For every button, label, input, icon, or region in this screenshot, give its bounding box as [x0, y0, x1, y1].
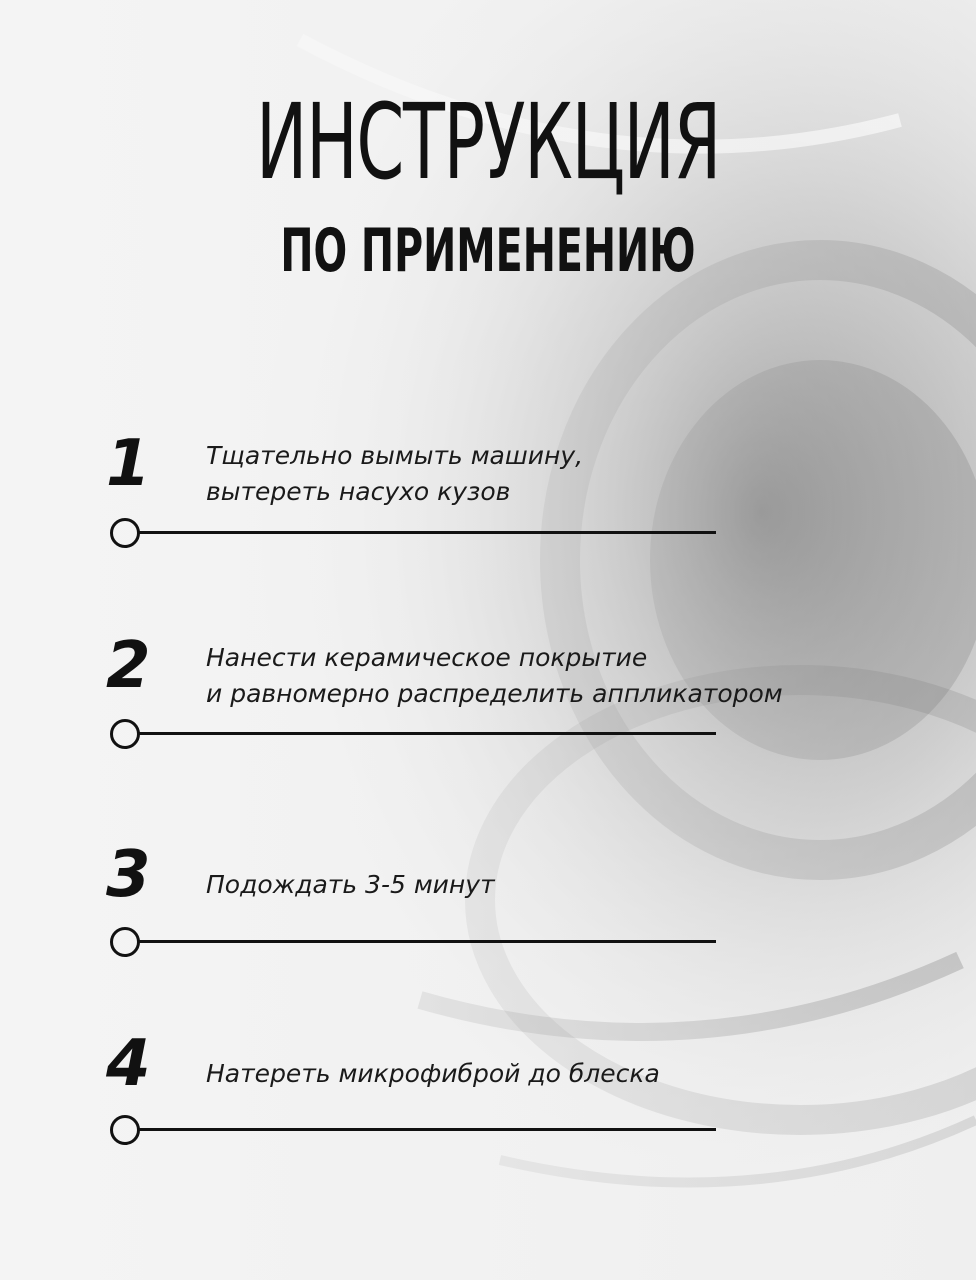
step-3 — [0, 838, 976, 993]
step-text-line: Подождать 3-5 минут — [206, 870, 495, 899]
step-divider — [110, 719, 718, 749]
step-text-line: Натереть микрофиброй до блеска — [206, 1059, 660, 1088]
step-description — [206, 438, 926, 510]
divider-line — [139, 732, 716, 735]
circle-marker-icon — [110, 927, 140, 957]
step-2 — [0, 629, 976, 784]
step-divider — [110, 927, 718, 957]
step-4 — [0, 1027, 976, 1182]
step-description — [206, 640, 926, 712]
step-1 — [0, 427, 976, 582]
step-divider — [110, 1115, 718, 1145]
circle-marker-icon — [110, 1115, 140, 1145]
circle-marker-icon — [110, 719, 140, 749]
divider-line — [139, 940, 716, 943]
step-number: 3 — [106, 838, 151, 912]
divider-line — [139, 1128, 716, 1131]
step-text-line: Тщательно вымыть машину, — [206, 441, 584, 470]
step-text-line: и равномерно распределить аппликатором — [206, 679, 783, 708]
step-description — [206, 867, 926, 903]
step-text-line: вытереть насухо кузов — [206, 477, 511, 506]
step-text-line: Нанести керамическое покрытие — [206, 643, 648, 672]
step-number: 1 — [106, 427, 151, 501]
circle-marker-icon — [110, 518, 140, 548]
page-subtitle: ПО ПРИМЕНЕНИЮ — [280, 216, 696, 286]
step-number: 4 — [106, 1027, 151, 1101]
step-divider — [110, 518, 718, 548]
step-description — [206, 1056, 926, 1092]
step-number: 2 — [106, 629, 151, 703]
divider-line — [139, 531, 716, 534]
page-title: ИНСТРУКЦИЯ — [256, 81, 720, 203]
